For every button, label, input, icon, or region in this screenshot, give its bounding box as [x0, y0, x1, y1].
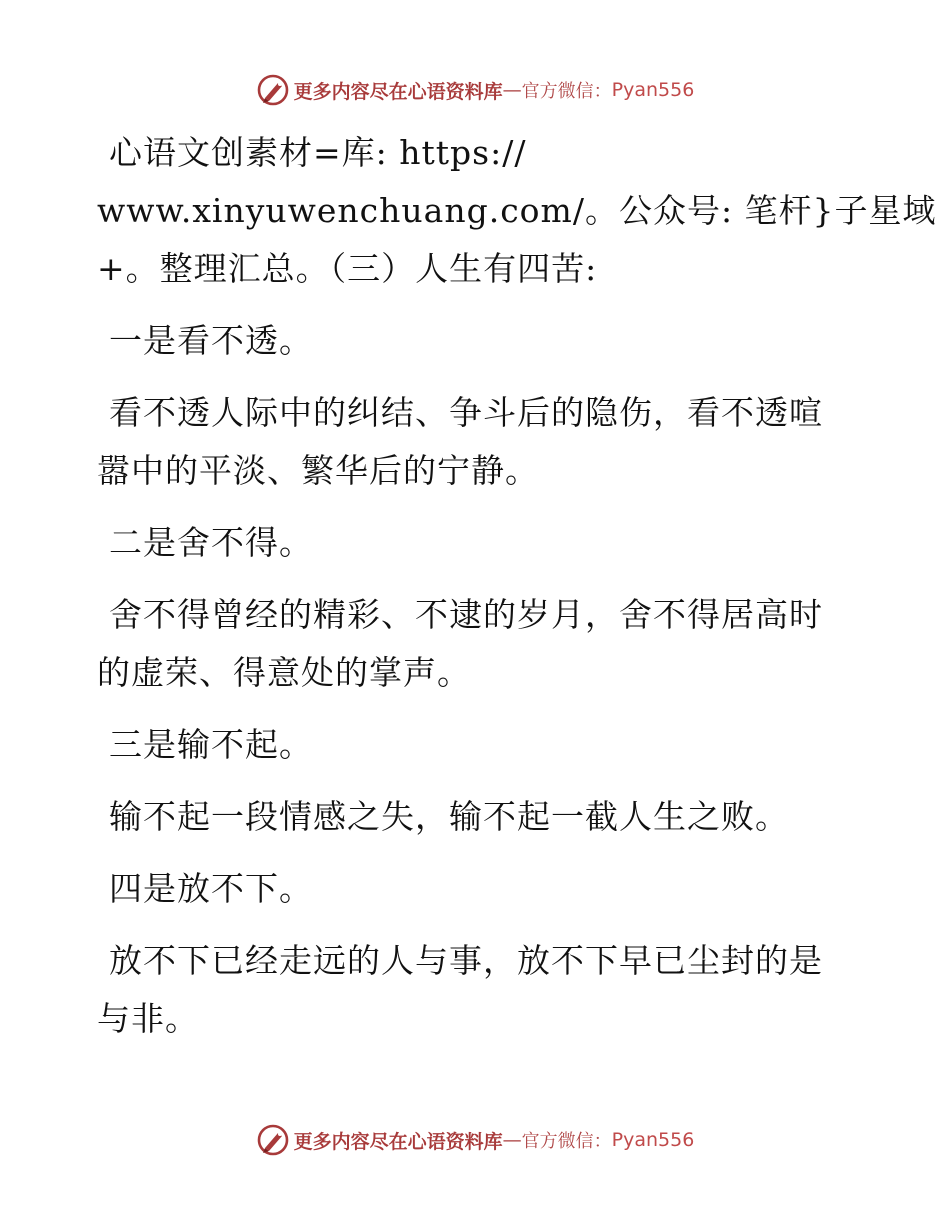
paragraph [97, 312, 857, 370]
banner-wechat-id: Pyan556 [611, 79, 695, 101]
text-line: 三是输不起。 [109, 725, 313, 764]
paragraph [97, 860, 857, 918]
paragraph [97, 788, 857, 846]
text-line: 与非。 [97, 999, 199, 1038]
banner-text: 更多内容尽在心语资料库 [293, 1130, 503, 1153]
banner-text: 更多内容尽在心语资料库 [293, 80, 503, 103]
text-line: 的虚荣、得意处的掌声。 [97, 653, 471, 692]
text-line: 嚣中的平淡、繁华后的宁静。 [97, 451, 539, 490]
footer-banner [0, 1118, 950, 1162]
text-line: 一是看不透。 [109, 321, 313, 360]
banner-wechat-id: Pyan556 [611, 1129, 695, 1151]
paragraph [97, 124, 937, 298]
text-line: 二是舍不得。 [109, 523, 313, 562]
text-line: www.xinyuwenchuang.com/。公众号: 笔杆}子星域 [97, 191, 937, 230]
text-line: 放不下已经走远的人与事，放不下早已尘封的是 [109, 941, 823, 980]
paragraph [97, 716, 857, 774]
header-banner [0, 68, 950, 112]
banner-wechat-label: 官方微信： [521, 1131, 612, 1152]
banner-dash: — [502, 79, 522, 101]
text-line: 舍不得曾经的精彩、不逮的岁月，舍不得居高时 [109, 595, 823, 634]
text-line: 看不透人际中的纠结、争斗后的隐伤，看不透喧 [109, 393, 823, 432]
text-line: +。整理汇总。（三）人生有四苦: [97, 249, 598, 288]
banner-dash: — [502, 1129, 522, 1151]
pen-logo-icon [256, 1123, 290, 1157]
pen-logo-icon [256, 73, 290, 107]
text-line: 四是放不下。 [109, 869, 313, 908]
text-line: 心语文创素材=库: https:// [109, 133, 527, 172]
paragraph [97, 932, 857, 1048]
text-line: 输不起一段情感之失，输不起一截人生之败。 [109, 797, 789, 836]
paragraph [97, 384, 857, 500]
paragraph [97, 586, 857, 702]
paragraph [97, 514, 857, 572]
document-body [97, 124, 937, 1048]
banner-wechat-label: 官方微信： [521, 81, 612, 102]
